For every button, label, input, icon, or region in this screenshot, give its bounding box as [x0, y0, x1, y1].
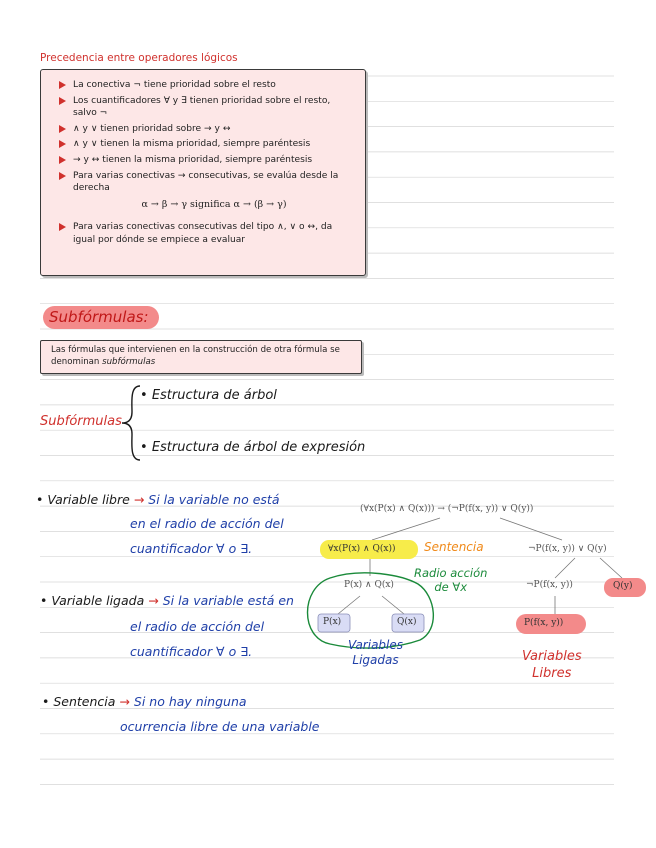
- sentence-line: Si no hay ninguna: [133, 694, 247, 709]
- free-variable-line: Si la variable no está: [148, 492, 280, 507]
- annotation-libres: Variables Libres: [522, 649, 582, 681]
- brace-label: Subfórmulas: [40, 414, 122, 429]
- bound-variable-line: el radio de acción del: [130, 619, 265, 634]
- brace-item-tree: • Estructura de árbol: [140, 388, 277, 403]
- arrow-icon: →: [133, 492, 145, 507]
- free-variable-line: en el radio de acción del: [130, 516, 284, 531]
- tree-leaf-pf: P(f(x, y)): [524, 618, 564, 628]
- sentence-line: ocurrencia libre de una variable: [120, 719, 320, 734]
- bound-variable-label: • Variable ligada: [40, 593, 145, 608]
- tree-node-and: P(x) ∧ Q(x): [344, 580, 394, 590]
- free-variable-line: cuantificador ∀ o ∃.: [130, 541, 253, 556]
- rule-item: ∧ y ∨ tienen prioridad sobre → y ↔: [55, 123, 355, 136]
- tree-edge: [372, 518, 440, 540]
- annotation-ligadas: Variables Ligadas: [348, 638, 404, 667]
- bound-variable-line: Si la variable está en: [162, 593, 294, 608]
- tree-edge: [600, 558, 622, 578]
- subformulas-title: Subfórmulas:: [43, 306, 159, 329]
- tree-node-not: ¬P(f(x, y)): [526, 580, 573, 590]
- rule-item: Para varias conectivas → consecutivas, se evalúa desde la derecha α → β → γ significa α → (β → γ): [55, 170, 355, 212]
- tree-root: (∀x(P(x) ∧ Q(x))) → (¬P(f(x, y)) ∨ Q(y)): [360, 504, 534, 514]
- rule-item: Para varias conectivas consecutivas del tipo ∧, ∨ o ↔, da igual por dónde se empiece a evaluar: [55, 221, 355, 246]
- annotation-radio: Radio acción de ∀x: [414, 566, 488, 594]
- tree-leaf-px: P(x): [323, 617, 342, 627]
- free-variable-definition: [36, 492, 279, 507]
- sentence-definition: [42, 694, 247, 709]
- rule-item: ∧ y ∨ tienen la misma prioridad, siempre paréntesis: [55, 138, 355, 151]
- tree-edge: [382, 596, 404, 614]
- rule-formula: α → β → γ significa α → (β → γ): [141, 198, 287, 210]
- rule-item: Los cuantificadores ∀ y ∃ tienen prioridad sobre el resto, salvo ¬: [55, 95, 355, 120]
- tree-edge: [555, 558, 575, 578]
- section-heading: Precedencia entre operadores lógicos: [40, 52, 238, 64]
- tree-node-forall: ∀x(P(x) ∧ Q(x)): [328, 544, 396, 554]
- tree-edge: [338, 596, 360, 614]
- bound-variable-line: cuantificador ∀ o ∃.: [130, 644, 253, 659]
- tree-leaf-qx: Q(x): [397, 617, 417, 627]
- annotation-sentencia: Sentencia: [424, 540, 484, 554]
- definition-term: subfórmulas: [102, 357, 156, 367]
- tree-edge: [500, 518, 562, 540]
- free-variable-label: • Variable libre: [36, 492, 130, 507]
- tree-leaf-qy: Q(y): [613, 581, 633, 591]
- rule-item: La conectiva ¬ tiene prioridad sobre el resto: [55, 79, 355, 92]
- bound-variable-definition: [40, 593, 294, 608]
- brace-item-expression-tree: • Estructura de árbol de expresión: [140, 440, 366, 455]
- sentence-label: • Sentencia: [42, 694, 116, 709]
- arrow-icon: →: [148, 593, 159, 608]
- definition-text: Las fórmulas que intervienen en la construcción de otra fórmula se denominan: [51, 345, 340, 367]
- arrow-icon: →: [119, 694, 130, 709]
- tree-node-or: ¬P(f(x, y)) ∨ Q(y): [528, 544, 607, 554]
- rule-item: → y ↔ tienen la misma prioridad, siempre paréntesis: [55, 154, 355, 167]
